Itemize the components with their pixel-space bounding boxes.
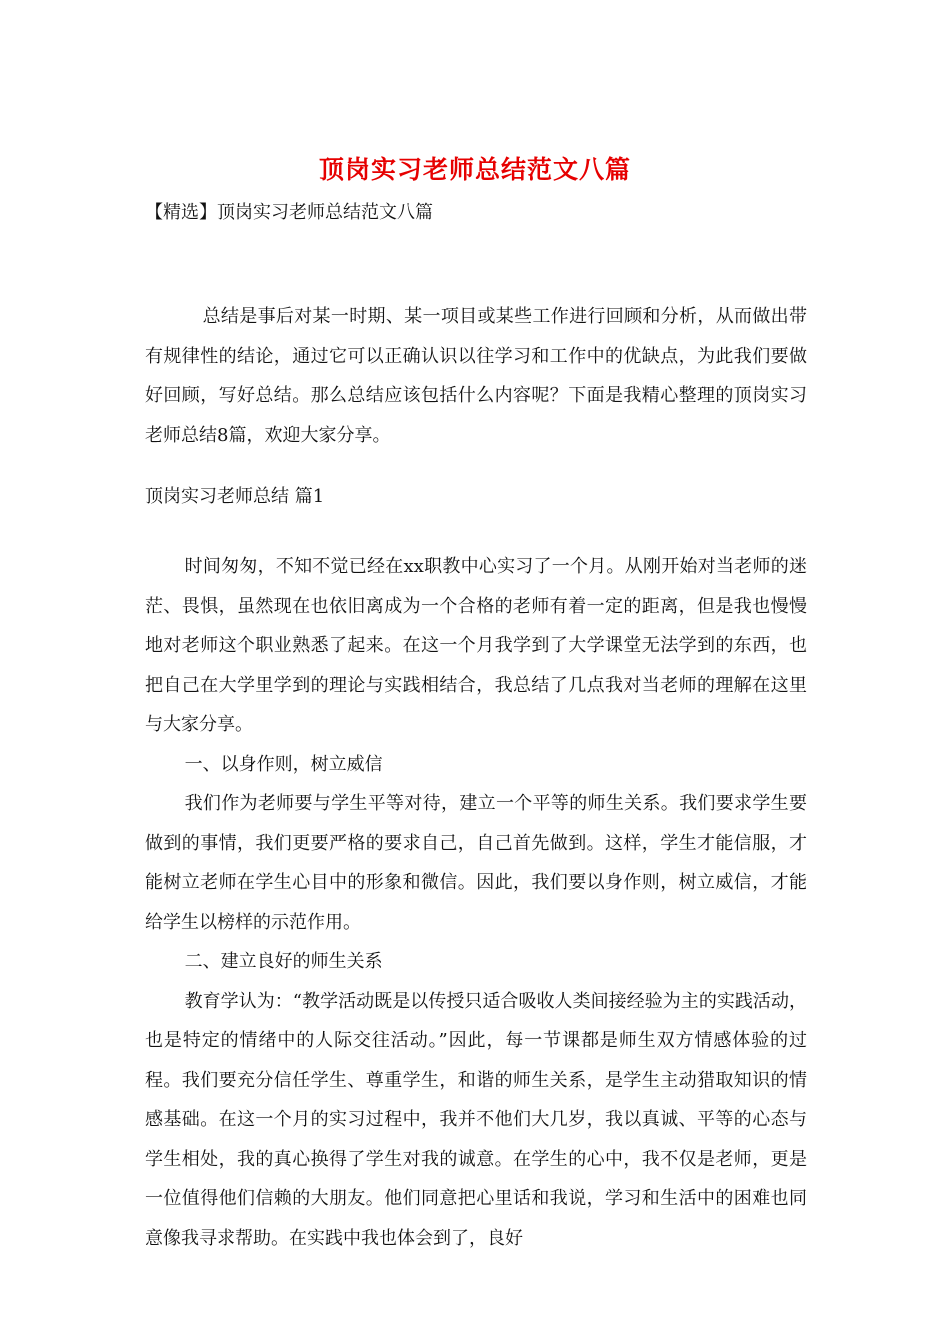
body-text <box>145 547 807 1258</box>
subheading: 二、建立良好的师生关系 <box>184 951 383 972</box>
document-subtitle: 【精选】顶岗实习老师总结范文八篇 <box>145 202 433 223</box>
body-paragraph: 时间匆匆，不知不觉已经在xx职教中心实习了一个月。从刚开始对当老师的迷茫、畏惧，虽然现在也依旧离成为一个合格的老师有着一定的距离，但是我也慢慢地对老师这个职业熟悉了起来。在这一个月我学到了大学课堂无法学到的东西，也把自己在大学里学到的理论与实践相结合，我总结了几点我对当老师的理解在这里与大家分享。 <box>145 556 807 735</box>
subheading: 一、以身作则，树立威信 <box>184 753 383 775</box>
document-title: 顶岗实习老师总结范文八篇 <box>318 155 631 184</box>
body-paragraph: 教育学认为：“教学活动既是以传授只适合吸收人类间接经验为主的实践活动，也是特定的情绪中的人际交往活动。”因此，每一节课都是师生双方情感体验的过程。我们要充分信任学生、尊重学生，和谐的师生关系，是学生主动猎取知识的情感基础。在这一个月的实习过程中，我并不他们大几岁，我以真诚、平等的心态与学生相处，我的真心换得了学生对我的诚意。在学生的心中，我不仅是老师，更是一位值得他们信赖的大朋友。他们同意把心里话和我说，学习和生活中的困难也同意像我寻求帮助。在实践中我也体会到了，良好 <box>145 990 807 1249</box>
body-paragraph: 我们作为老师要与学生平等对待，建立一个平等的师生关系。我们要求学生要做到的事情，我们更要严格的要求自己，自己首先做到。这样，学生才能信服，才能树立老师在学生心目中的形象和微信。因此，我们要以身作则，树立威信，才能给学生以榜样的示范作用。 <box>145 793 807 933</box>
intro-paragraph: 总结是事后对某一时期、某一项目或某些工作进行回顾和分析，从而做出带有规律性的结论，通过它可以正确认识以往学习和工作中的优缺点，为此我们要做好回顾，写好总结。那么总结应该包括什么内容呢？下面是我精心整理的顶岗实习老师总结8篇，欢迎大家分享。 <box>145 306 807 446</box>
section-heading: 顶岗实习老师总结 篇1 <box>145 486 325 507</box>
